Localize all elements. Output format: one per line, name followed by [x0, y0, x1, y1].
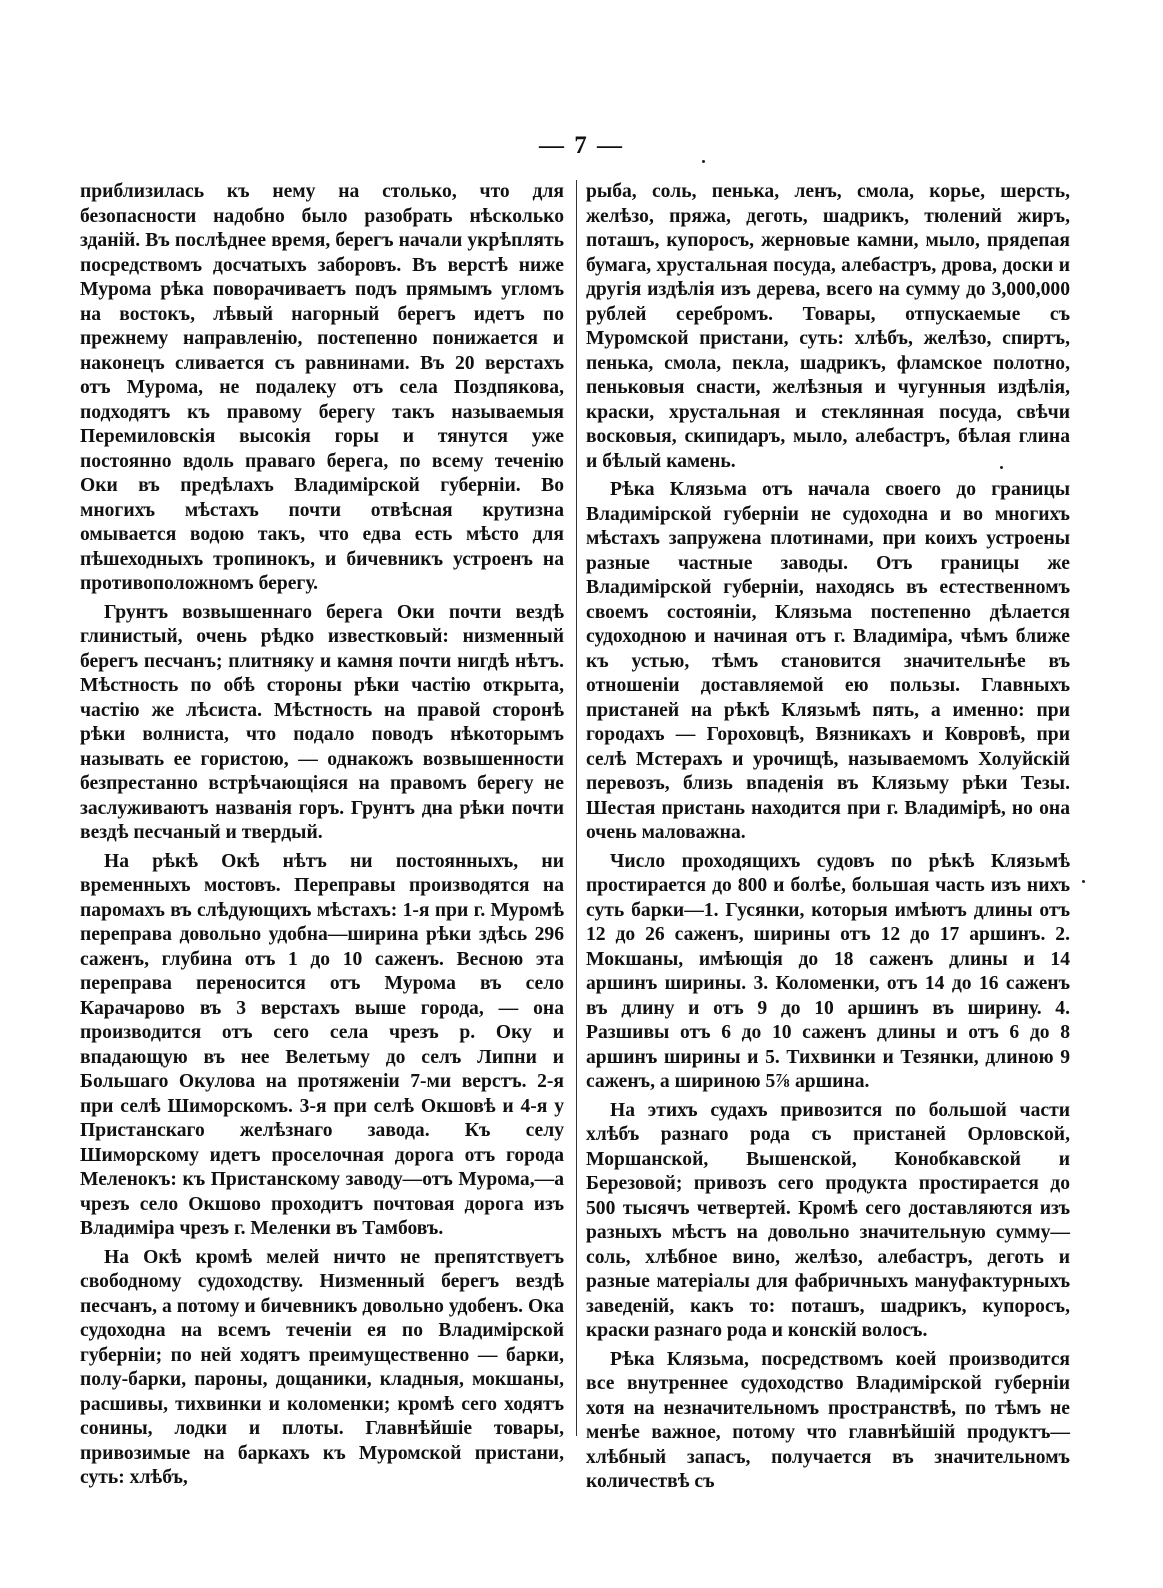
right-column	[586, 180, 1070, 1495]
right-paragraph-5: Рѣка Клязьма, посредствомъ коей производится все внутреннее судоходство Владимірской губерніи хотя на незначительномъ пространствѣ, по тѣмъ не менѣе важное, потому что главнѣйшій продуктъ—хлѣбный запасъ, получается въ значительномъ количествѣ съ	[586, 1348, 1070, 1492]
left-paragraph-2: Грунтъ возвышеннаго берега Оки почти вездѣ глинистый, очень рѣдко известковый: низменный берегъ песчанъ; плитняку и камня почти нигдѣ нѣтъ. Мѣстность по обѣ стороны рѣки частію открыта, частію же лѣсиста. Мѣстность на правой сторонѣ рѣки волнистa, что подало поводъ нѣкоторымъ называть ее гористою, — однакожъ возвышенности безпрестанно встрѣчающіяся на правомъ берегу не заслуживаютъ названія горъ. Грунтъ дна рѣки почти вездѣ песчаный и твердый.	[80, 601, 564, 843]
print-speck	[1082, 880, 1085, 883]
page-number: — 7 —	[539, 132, 624, 159]
left-paragraph-3: На рѣкѣ Окѣ нѣтъ ни постоянныхъ, ни временныхъ мостовъ. Переправы производятся на паромахъ въ слѣдующихъ мѣстахъ: 1-я при г. Муромѣ переправа довольно удобна—ширина рѣки здѣсь 296 саженъ, глубина отъ 1 до 10 саженъ. Весною эта переправа переносится отъ Мурома въ село Карачарово въ 3 верстахъ выше города, — она производится отъ сего села чрезъ р. Оку и впадающую въ нее Велетьму до селъ Липни и Большаго Окулова на протяженіи 7-ми верстъ. 2-я при селѣ Шиморскомъ. 3-я при селѣ Окшовѣ и 4-я у Пристанскаго желѣзнаго завода. Къ селу Шиморскому идетъ проселочная дорога отъ города Меленокъ: къ Пристанскому заводу—отъ Мурома,—а чрезъ село Окшово проходитъ почтовая дорога изъ Владиміра чрезъ г. Меленки въ Тамбовъ.	[80, 850, 564, 1239]
print-speck	[702, 160, 705, 163]
right-paragraph-3: Число проходящихъ судовъ по рѣкѣ Клязьмѣ простирается до 800 и болѣе, большая часть изъ нихъ суть барки—1. Гусянки, которыя имѣютъ длины отъ 12 до 26 саженъ, ширины отъ 12 до 17 аршинъ. 2. Мокшаны, имѣющія до 18 саженъ длины и 14 аршинъ ширины. 3. Коломенки, отъ 14 до 16 саженъ въ длину и отъ 9 до 10 аршинъ въ ширину. 4. Разшивы отъ 6 до 10 саженъ длины и отъ 6 до 8 аршинъ ширины и 5. Тихвинки и Тезянки, длиною 9 саженъ, а шириною 5⅞ аршина.	[586, 850, 1070, 1092]
right-paragraph-1: рыба, соль, пенька, ленъ, смола, корье, шерсть, желѣзо, пряжа, деготь, шадрикъ, тюлений жиръ, поташъ, купоросъ, жерновые камни, мыло, прядепая бумага, хрустальная посуда, алебастръ, дрова, доски и другія издѣлія изъ дерева, всего на сумму до 3,000,000 рублей серебромъ. Товары, отпускаемые съ Муромской пристани, суть: хлѣбъ, желѣзо, спиртъ, пенька, смола, пекла, шадрикъ, фламское полотно, пеньковыя снасти, желѣзныя и чугунныя издѣлія, краски, хрустальная и стеклянная посуда, свѣчи восковыя, скипидаръ, мыло, алебастръ, бѣлая глина и бѣлый камень.	[586, 181, 1070, 472]
right-paragraph-4: На этихъ судахъ привозится по большой части хлѣбъ разнаго рода съ пристаней Орловской, Моршанской, Вышенской, Конобкавской и Березовой; привозъ сего продукта простирается до 500 тысячъ четвертей. Кромѣ сего доставляются изъ разныхъ мѣстъ на довольно значительную сумму—соль, хлѣбное вино, желѣзо, алебастръ, деготь и разные матеріалы для фабричныхъ мануфактурныхъ заведеній, какъ то: поташъ, шадрикъ, купоросъ, краски разнаго рода и конскій волосъ.	[586, 1099, 1070, 1341]
left-column	[80, 180, 564, 1491]
left-paragraph-4: На Окѣ кромѣ мелей ничто не препятствуетъ свободному судоходству. Низменный берегъ вездѣ песчанъ, а потому и бичевникъ довольно удобенъ. Ока судоходна на всемъ теченіи ея по Владимірской губерніи; по ней ходятъ преимущественно — барки, полу-барки, пароны, дощаники, кладныя, мокшаны, расшивы, тихвинки и коломенки; кромѣ сего ходятъ сонины, лодки и плоты. Главнѣйшіе товары, привозимые на баркахъ къ Муромской пристани, суть: хлѣбъ,	[80, 1246, 564, 1488]
left-paragraph-1: приблизилась къ нему на столько, что для безопасности надобно было разобрать нѣсколько зданій. Въ послѣднее время, берегъ начали укрѣплять посредствомъ досчатыхъ заборовъ. Въ верстѣ ниже Мурома рѣка поворачиваетъ подъ прямымъ угломъ на востокъ, лѣвый нагорный берегъ идетъ по прежнему направленію, постепенно понижается и наконецъ сливается съ равнинами. Въ 20 верстахъ отъ Мурома, не подалеку отъ села Поздпякова, подходятъ къ правому берегу такъ называемыя Перемиловскія высокія горы и тянутся уже постоянно вдоль праваго берега, по всему теченію Оки въ предѣлахъ Владимірской губерніи. Во многихъ мѣстахъ почти отвѣсная крутизна омывается водою такъ, что едва есть мѣсто для пѣшеходныхъ тропинокъ, и бичевникъ устроенъ на противоположномъ берегу.	[80, 181, 564, 594]
right-paragraph-2: Рѣка Клязьма отъ начала своего до границы Владимірской губерніи не судоходна и во многихъ мѣстахъ запружена плотинами, при коихъ устроены разные частные заводы. Отъ границы же Владимірской губерніи, находясь въ естественномъ своемъ состояніи, Клязьма постепенно дѣлается судоходною и начиная отъ г. Владиміра, чѣмъ ближе къ устью, тѣмъ становится значительнѣе въ отношеніи доставляемой ею пользы. Главныхъ пристаней на рѣкѣ Клязьмѣ пять, а именно: при городахъ — Гороховцѣ, Вязникахъ и Ковровѣ, при селѣ Мстерахъ и урочищѣ, называемомъ Холуйскій перевозъ, близь впаденія въ Клязьму рѣки Тезы. Шестая пристань находится при г. Владимірѣ, но она очень маловажна.	[586, 479, 1070, 843]
print-speck	[1000, 466, 1003, 469]
column-divider	[576, 180, 577, 1436]
